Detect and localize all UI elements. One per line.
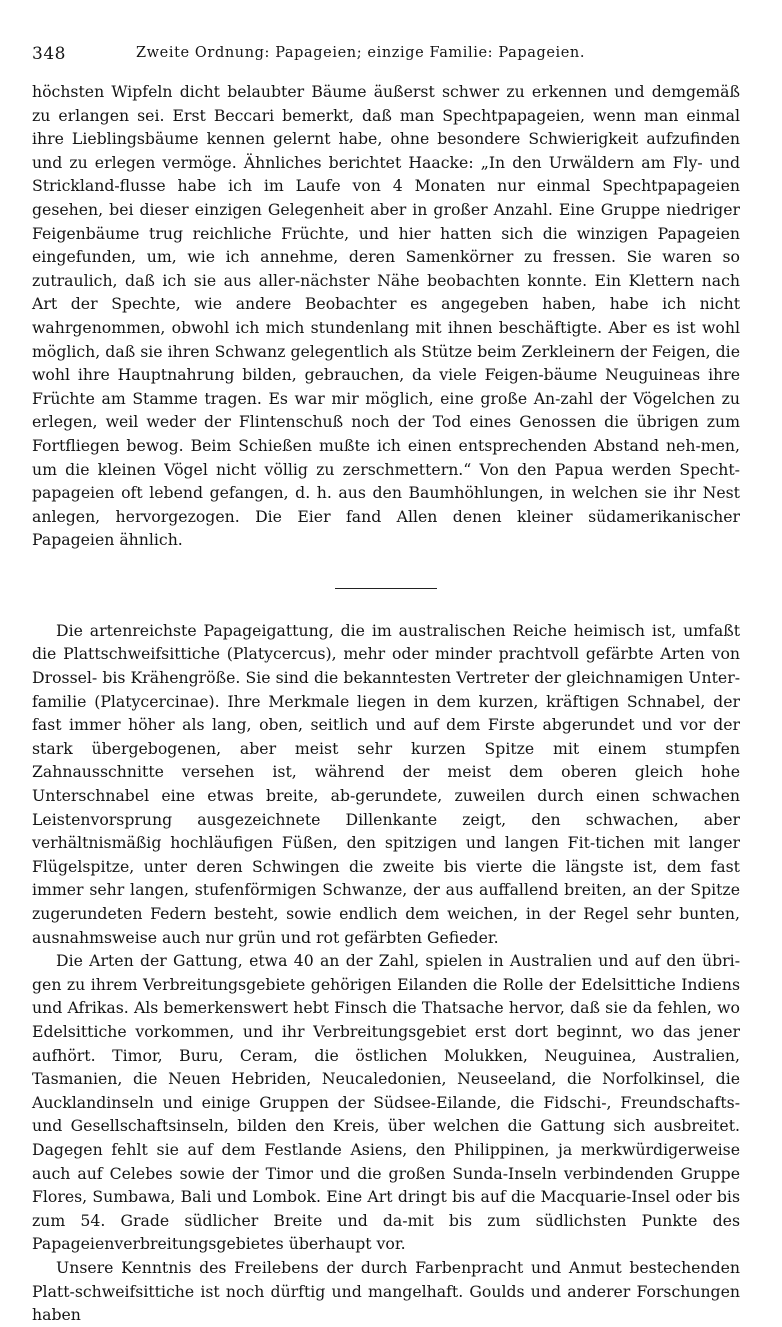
book-page bbox=[32, 44, 740, 1327]
page-number: 348 bbox=[32, 44, 66, 64]
paragraph-platycercus-freileben: Unsere Kenntnis des Freilebens der durch Farbenpracht und Anmut bestechenden Platt-schweifsittiche ist noch dürftig und mangelhaft. Goulds und anderer Forschungen haben bbox=[32, 1257, 740, 1325]
running-header bbox=[32, 44, 740, 70]
running-title: Zweite Ordnung: Papageien; einzige Familie: Papageien. bbox=[136, 45, 586, 61]
paragraph-platycercus-intro: Die artenreichste Papageigattung, die im australischen Reiche heimisch ist, umfaßt die Plattschweifsittiche (Platycercus), mehr oder minder prachtvoll gefärbte Arten von Drossel- bis Krähengröße. Sie sind die bekanntesten Vertreter der gleichnamigen Unter-familie (Platycercinae). Ihre Merkmale liegen in dem kurzen, kräftigen Schnabel, der fast immer höher als lang, oben, seitlich und auf dem Firste abgerundet und vor der stark übergebogenen, aber meist sehr kurzen Spitze mit einem stumpfen Zahnausschnitte versehen ist, während der meist dem oberen gleich hohe Unterschnabel eine etwas breite, ab-gerundete, zuweilen durch einen schwachen Leistenvorsprung ausgezeichnete Dillenkante zeigt, den schwachen, aber verhältnismäßig hochläufigen Füßen, den spitzigen und langen Fit-tichen mit langer Flügelspitze, unter deren Schwingen die zweite bis vierte die längste ist, dem fast immer sehr langen, stufenförmigen Schwanze, der aus auffallend breiten, an der Spitze zugerundeten Federn besteht, sowie endlich dem weichen, in der Regel sehr bunten, ausnahmsweise auch nur grün und rot gefärbten Gefieder. bbox=[32, 620, 740, 947]
paragraph-platycercus-distribution: Die Arten der Gattung, etwa 40 an der Zahl, spielen in Australien und auf den übri-gen zu ihrem Verbreitungsgebiete gehörigen Eilanden die Rolle der Edelsittiche Indiens und Afrikas. Als bemerkenswert hebt Finsch die Thatsache hervor, daß sie da fehlen, wo Edelsittiche vorkommen, und ihr Verbreitungsgebiet erst dort beginnt, wo das jener aufhört. Timor, Buru, Ceram, die östlichen Molukken, Neuguinea, Australien, Tasmanien, die Neuen Hebriden, Neucaledonien, Neuseeland, die Norfolkinsel, die Aucklandinseln und einige Gruppen der Südsee-Eilande, die Fidschi-, Freundschafts- und Gesellschaftsinseln, bilden den Kreis, über welchen die Gattung sich ausbreitet. Dagegen fehlt sie auf dem Festlande Asiens, den Philippinen, ja merkwürdigerweise auch auf Celebes sowie der Timor und die großen Sunda-Inseln verbindenden Gruppe Flores, Sumbawa, Bali und Lombok. Eine Art dringt bis auf die Macquarie-Insel oder bis zum 54. Grade südlicher Breite und da-mit bis zum südlichsten Punkte des Papageienverbreitungsgebietes überhaupt vor. bbox=[32, 951, 740, 1254]
section-gap bbox=[32, 589, 740, 619]
paragraph-spechtpapageien-continuation: höchsten Wipfeln dicht belaubter Bäume äußerst schwer zu erkennen und demgemäß zu erlangen sei. Erst Beccari bemerkt, daß man Spechtpapageien, wenn man einmal ihre Lieblingsbäume kennen gelernt habe, ohne besondere Schwierigkeit aufzufinden und zu erlegen vermöge. Ähnliches berichtet Haacke: „In den Urwäldern am Fly- und Strickland-flusse habe ich im Laufe von 4 Monaten nur einmal Spechtpapageien gesehen, bei dieser einzigen Gelegenheit aber in großer Anzahl. Eine Gruppe niedriger Feigenbäume trug reichliche Früchte, und hier hatten sich die winzigen Papageien eingefunden, um, wie ich annehme, deren Samenkörner zu fressen. Sie waren so zutraulich, daß ich sie aus aller-nächster Nähe beobachten konnte. Ein Klettern nach Art der Spechte, wie andere Beobachter es angegeben haben, habe ich nicht wahrgenommen, obwohl ich mich stundenlang mit ihnen beschäftigte. Aber es ist wohl möglich, daß sie ihren Schwanz gelegentlich als Stütze beim Zerkleinern der Feigen, die wohl ihre Hauptnahrung bilden, gebrauchen, da viele Feigen-bäume Neuguineas ihre Früchte am Stamme tragen. Es war mir möglich, eine große An-zahl der Vögelchen zu erlegen, weil weder der Flintenschuß noch der Tod eines Genossen die übrigen zum Fortfliegen bewog. Beim Schießen mußte ich einen entsprechenden Abstand neh-men, um die kleinen Vögel nicht völlig zu zerschmettern.“ Von den Papua werden Specht-papageien oft lebend gefangen, d. h. aus den Baumhöhlungen, in welchen sie ihr Nest anlegen, hervorgezogen. Die Eier fand Allen denen kleiner südamerikanischer Papageien ähnlich. bbox=[32, 82, 740, 550]
